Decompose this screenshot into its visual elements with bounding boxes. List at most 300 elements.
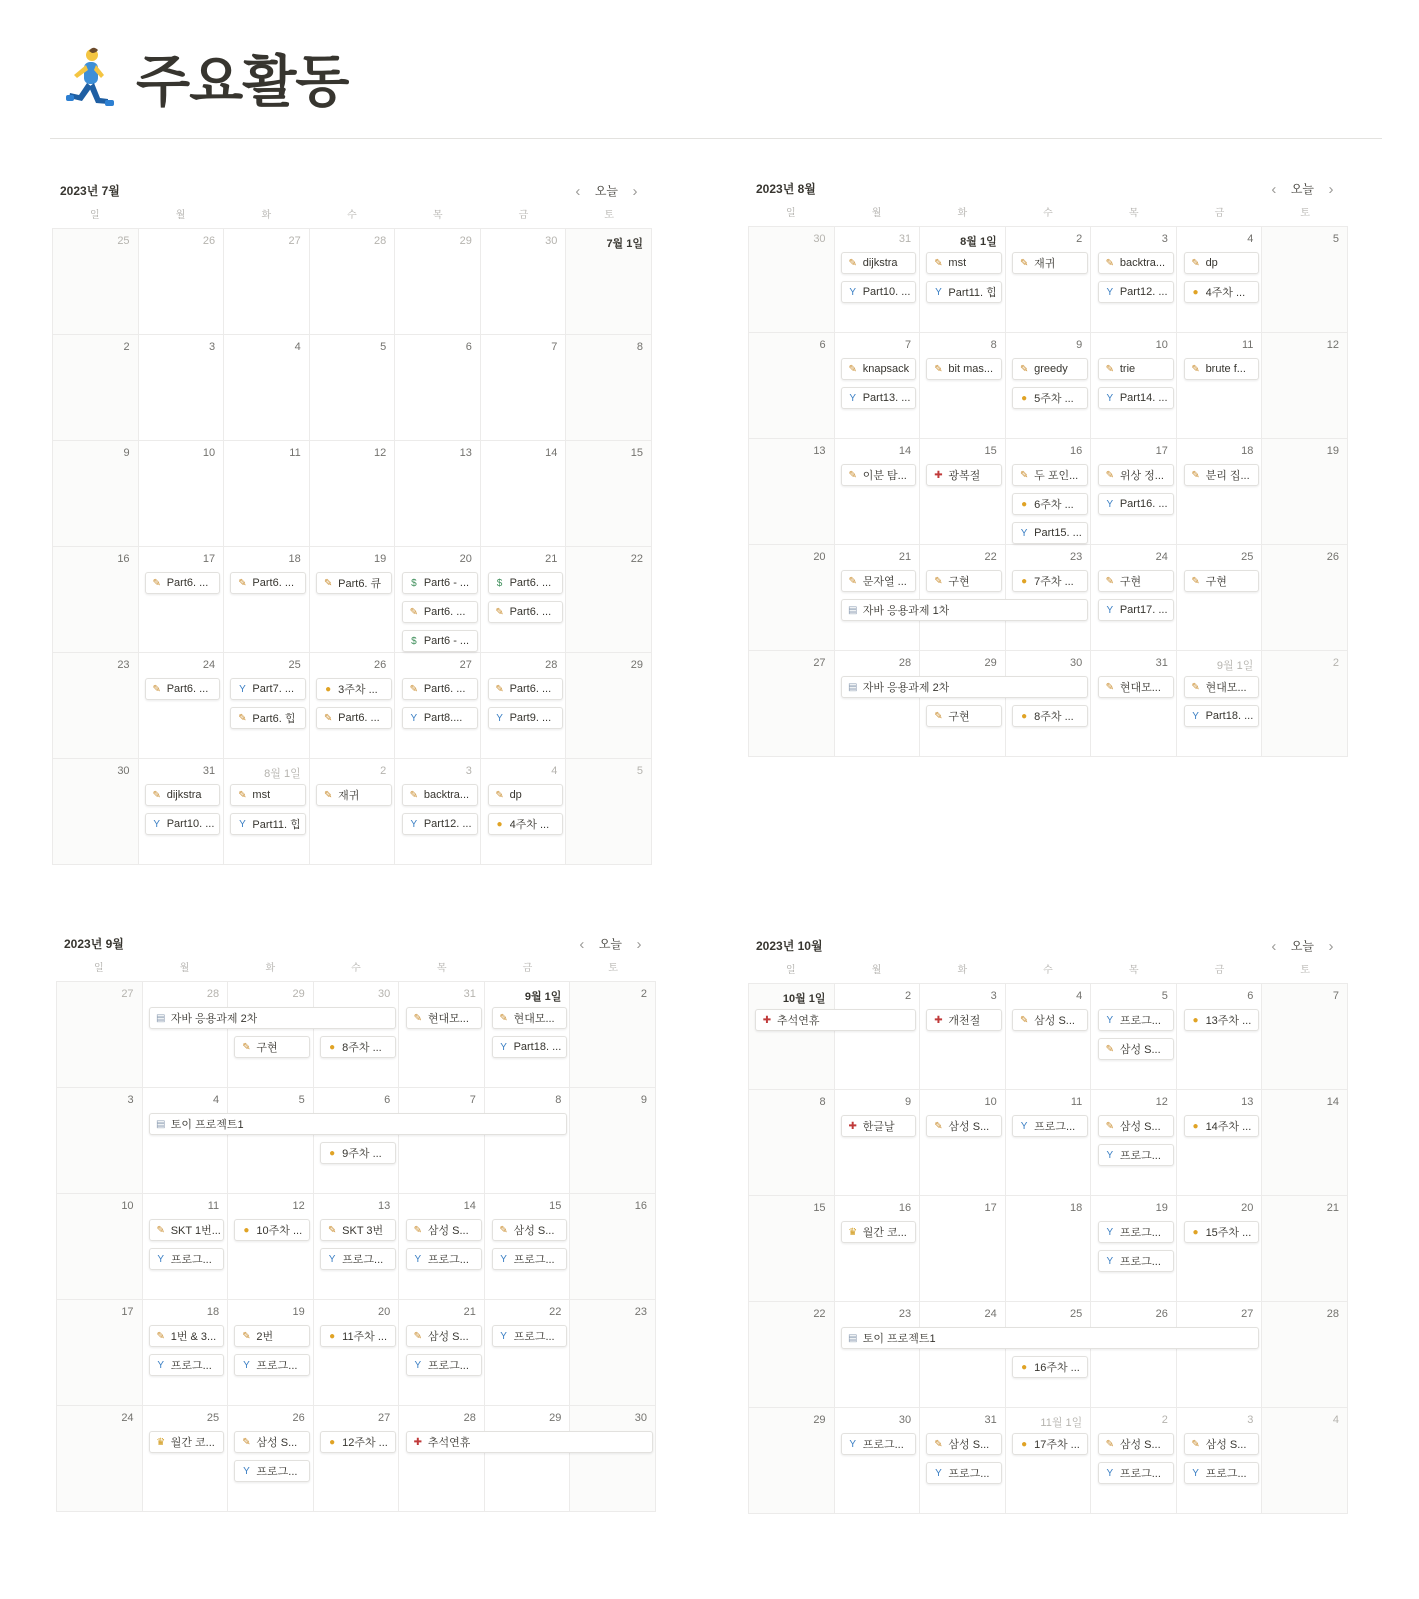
calendar-event[interactable]	[1098, 1250, 1174, 1272]
day-cell[interactable]	[228, 1088, 314, 1194]
calendar-event[interactable]	[234, 1325, 310, 1347]
day-cell[interactable]	[570, 982, 656, 1088]
prev-month-icon[interactable]: ‹	[575, 182, 581, 200]
calendar-event[interactable]	[926, 464, 1002, 486]
calendar-event[interactable]	[1184, 570, 1260, 592]
calendar-event[interactable]	[1098, 358, 1174, 380]
day-cell[interactable]	[1262, 1196, 1348, 1302]
calendar-event[interactable]	[1098, 281, 1174, 303]
day-cell[interactable]	[53, 653, 139, 759]
day-number: 3	[990, 990, 997, 1002]
day-cell[interactable]	[310, 335, 396, 441]
day-cell[interactable]	[749, 1408, 835, 1514]
calendar-event[interactable]	[926, 358, 1002, 380]
calendar-event[interactable]	[1098, 1462, 1174, 1484]
day-cell[interactable]	[566, 653, 652, 759]
calendar-event[interactable]	[406, 1248, 482, 1270]
day-cell[interactable]	[1262, 1408, 1348, 1514]
calendar-event[interactable]	[1184, 464, 1260, 486]
calendar-event[interactable]	[841, 599, 1088, 621]
day-cell[interactable]	[53, 229, 139, 335]
day-cell[interactable]	[310, 759, 396, 865]
day-cell[interactable]	[314, 1300, 400, 1406]
day-cell[interactable]	[1006, 1196, 1092, 1302]
day-cell[interactable]	[1262, 651, 1348, 757]
day-cell[interactable]	[749, 651, 835, 757]
calendar-event[interactable]	[1012, 1115, 1088, 1137]
day-cell[interactable]	[835, 651, 921, 757]
calendar-event[interactable]	[406, 1007, 482, 1029]
calendar-event[interactable]	[492, 1219, 568, 1241]
day-cell[interactable]	[835, 439, 921, 545]
event-title: 자바 응용과제 1차	[862, 605, 950, 617]
calendar-event[interactable]	[316, 572, 392, 594]
day-number: 9월 1일	[524, 991, 562, 1003]
day-cell[interactable]	[835, 1408, 921, 1514]
day-cell[interactable]	[749, 333, 835, 439]
day-cell[interactable]	[1177, 1090, 1263, 1196]
calendar-event[interactable]	[1012, 358, 1088, 380]
today-button[interactable]: 오늘	[1290, 182, 1314, 196]
calendar-event[interactable]	[488, 601, 564, 623]
calendar-event[interactable]	[926, 1462, 1002, 1484]
calendar-event[interactable]	[230, 784, 306, 806]
calendar-event[interactable]	[1012, 387, 1088, 409]
calendar-event[interactable]	[1012, 1009, 1088, 1031]
pencil-icon: ✎	[409, 683, 419, 695]
event-title: Part17. ...	[1119, 604, 1168, 616]
day-cell[interactable]	[1262, 227, 1348, 333]
calendar-event[interactable]	[1098, 1144, 1174, 1166]
day-cell[interactable]	[399, 1194, 485, 1300]
day-cell[interactable]	[920, 1090, 1006, 1196]
day-cell[interactable]	[224, 653, 310, 759]
calendar-event[interactable]	[149, 1431, 225, 1453]
day-cell[interactable]	[920, 227, 1006, 333]
calendar-event[interactable]	[1012, 464, 1088, 486]
day-cell[interactable]	[920, 651, 1006, 757]
day-cell[interactable]	[1006, 1408, 1092, 1514]
calendar-event[interactable]	[1098, 1038, 1174, 1060]
event-title: Part6. ...	[423, 683, 466, 695]
calendar-event[interactable]	[149, 1219, 225, 1241]
calendar-event[interactable]	[316, 784, 392, 806]
day-cell[interactable]	[1091, 1196, 1177, 1302]
day-cell[interactable]	[228, 1406, 314, 1512]
day-cell[interactable]	[1006, 1302, 1092, 1408]
calendar-event[interactable]	[402, 707, 478, 729]
calendar-event[interactable]	[149, 1248, 225, 1270]
calendar-event[interactable]	[492, 1036, 568, 1058]
day-cell[interactable]	[749, 545, 835, 651]
day-cell[interactable]	[920, 1196, 1006, 1302]
day-cell[interactable]	[139, 653, 225, 759]
day-cell[interactable]	[314, 1088, 400, 1194]
day-cell[interactable]	[920, 439, 1006, 545]
day-cell[interactable]	[570, 1088, 656, 1194]
calendar-event[interactable]	[230, 678, 306, 700]
calendar-event[interactable]	[1098, 1009, 1174, 1031]
calendar-event[interactable]	[230, 572, 306, 594]
day-cell[interactable]	[1091, 1302, 1177, 1408]
day-cell[interactable]	[485, 1406, 571, 1512]
day-cell[interactable]	[399, 982, 485, 1088]
calendar-event[interactable]	[149, 1113, 568, 1135]
day-cell[interactable]	[228, 1194, 314, 1300]
day-cell[interactable]	[53, 759, 139, 865]
day-cell[interactable]	[310, 441, 396, 547]
prev-month-icon[interactable]: ‹	[1271, 937, 1277, 955]
event-title: mst	[252, 789, 271, 801]
calendar-event[interactable]	[145, 813, 221, 835]
day-cell[interactable]	[835, 1196, 921, 1302]
day-cell[interactable]	[1006, 1090, 1092, 1196]
day-cell[interactable]	[749, 1302, 835, 1408]
day-cell[interactable]	[224, 547, 310, 653]
calendar-week-row	[749, 984, 1348, 1090]
today-button[interactable]: 오늘	[594, 184, 618, 198]
calendar-event[interactable]	[320, 1325, 396, 1347]
calendar-event[interactable]	[1098, 1221, 1174, 1243]
calendar-grid	[748, 983, 1348, 1514]
day-cell[interactable]	[53, 441, 139, 547]
calendar-event[interactable]	[402, 601, 478, 623]
calendar-event[interactable]	[320, 1431, 396, 1453]
day-cell[interactable]	[228, 982, 314, 1088]
day-cell[interactable]	[1177, 333, 1263, 439]
day-cell[interactable]	[228, 1300, 314, 1406]
calendar-event[interactable]	[1184, 1009, 1260, 1031]
calendar-event[interactable]	[234, 1431, 310, 1453]
calendar-event[interactable]	[402, 784, 478, 806]
day-cell[interactable]	[310, 229, 396, 335]
day-cell[interactable]	[485, 982, 571, 1088]
calendar-event[interactable]	[402, 572, 478, 594]
calendar-event[interactable]	[1184, 1433, 1260, 1455]
day-cell[interactable]	[1262, 1090, 1348, 1196]
calendar-event[interactable]	[1184, 281, 1260, 303]
day-cell[interactable]	[1177, 1196, 1263, 1302]
day-cell[interactable]	[835, 1090, 921, 1196]
calendar-event[interactable]	[841, 1327, 1260, 1349]
calendar-event[interactable]	[926, 705, 1002, 727]
day-cell[interactable]	[835, 984, 921, 1090]
calendar-event[interactable]	[316, 707, 392, 729]
calendar-event[interactable]	[1184, 1221, 1260, 1243]
calendar-event[interactable]	[1012, 522, 1088, 544]
day-cell[interactable]	[224, 441, 310, 547]
calendar-event[interactable]	[492, 1325, 568, 1347]
calendar-event[interactable]	[406, 1431, 653, 1453]
day-cell[interactable]	[481, 547, 567, 653]
day-cell[interactable]	[395, 759, 481, 865]
calendar-event[interactable]	[926, 1115, 1002, 1137]
calendar-event[interactable]	[488, 572, 564, 594]
day-cell[interactable]	[224, 335, 310, 441]
calendar-event[interactable]	[149, 1325, 225, 1347]
calendar-event[interactable]	[234, 1036, 310, 1058]
day-cell[interactable]	[920, 333, 1006, 439]
day-cell[interactable]	[314, 982, 400, 1088]
calendar-event[interactable]	[402, 813, 478, 835]
today-button[interactable]: 오늘	[598, 937, 622, 951]
calendar-event[interactable]	[1012, 1433, 1088, 1455]
day-cell[interactable]	[1177, 1302, 1263, 1408]
day-cell[interactable]	[310, 547, 396, 653]
day-cell[interactable]	[53, 547, 139, 653]
day-cell[interactable]	[1262, 1302, 1348, 1408]
day-cell[interactable]	[314, 1406, 400, 1512]
calendar-event[interactable]	[1012, 493, 1088, 515]
day-cell[interactable]	[314, 1194, 400, 1300]
day-cell[interactable]	[749, 439, 835, 545]
calendar-event[interactable]	[1012, 1356, 1088, 1378]
calendar-event[interactable]	[926, 281, 1002, 303]
calendar-event[interactable]	[230, 707, 306, 729]
calendar-event[interactable]	[926, 252, 1002, 274]
calendar-event[interactable]	[320, 1219, 396, 1241]
calendar-event[interactable]	[488, 678, 564, 700]
calendar-event[interactable]	[488, 813, 564, 835]
day-cell[interactable]	[920, 1302, 1006, 1408]
day-cell[interactable]	[395, 229, 481, 335]
day-cell[interactable]	[1177, 227, 1263, 333]
day-cell[interactable]	[1006, 651, 1092, 757]
calendar-event[interactable]	[1184, 358, 1260, 380]
day-cell[interactable]	[57, 1406, 143, 1512]
day-cell[interactable]	[749, 984, 835, 1090]
calendar-event[interactable]	[488, 707, 564, 729]
day-cell[interactable]	[1177, 984, 1263, 1090]
day-cell[interactable]	[139, 547, 225, 653]
day-cell[interactable]	[139, 759, 225, 865]
calendar-week-row	[749, 1196, 1348, 1302]
prev-month-icon[interactable]: ‹	[1271, 180, 1277, 198]
calendar-event[interactable]	[1098, 387, 1174, 409]
calendar-event[interactable]	[841, 252, 917, 274]
calendar-event[interactable]	[145, 784, 221, 806]
calendar-event[interactable]	[1184, 252, 1260, 274]
day-cell[interactable]	[1091, 439, 1177, 545]
day-cell[interactable]	[481, 441, 567, 547]
calendar-event[interactable]	[1184, 1462, 1260, 1484]
day-cell[interactable]	[1006, 333, 1092, 439]
day-cell[interactable]	[1262, 545, 1348, 651]
day-cell[interactable]	[53, 335, 139, 441]
next-month-icon[interactable]: ›	[1328, 180, 1334, 198]
calendar-event[interactable]	[316, 678, 392, 700]
calendar-event[interactable]	[1098, 493, 1174, 515]
day-cell[interactable]	[749, 1196, 835, 1302]
day-cell[interactable]	[1177, 545, 1263, 651]
calendar-week-row	[57, 982, 656, 1088]
day-cell[interactable]	[1091, 984, 1177, 1090]
calendar-event[interactable]	[1098, 464, 1174, 486]
calendar-event[interactable]	[1012, 570, 1088, 592]
event-title: 삼성 S...	[1119, 1439, 1161, 1451]
day-cell[interactable]	[1091, 1090, 1177, 1196]
next-month-icon[interactable]: ›	[636, 935, 642, 953]
day-cell[interactable]	[835, 1302, 921, 1408]
calendar-event[interactable]	[1012, 252, 1088, 274]
day-number: 3	[127, 1094, 134, 1106]
day-cell[interactable]	[485, 1088, 571, 1194]
day-cell[interactable]	[57, 1300, 143, 1406]
day-cell[interactable]	[1262, 984, 1348, 1090]
event-title: 프로그...	[513, 1331, 555, 1343]
note-icon: ▤	[847, 681, 858, 693]
day-cell[interactable]	[224, 759, 310, 865]
calendar-event[interactable]	[1184, 676, 1260, 698]
calendar-event[interactable]	[492, 1007, 568, 1029]
day-cell[interactable]	[143, 1300, 229, 1406]
calendar-event[interactable]	[1098, 599, 1174, 621]
calendar-event[interactable]	[406, 1325, 482, 1347]
calendar-event[interactable]	[149, 1354, 225, 1376]
note-icon: ▤	[155, 1012, 166, 1024]
day-cell[interactable]	[1091, 333, 1177, 439]
day-cell[interactable]	[481, 653, 567, 759]
day-cell[interactable]	[920, 545, 1006, 651]
calendar-event[interactable]	[841, 387, 917, 409]
day-cell[interactable]	[1177, 439, 1263, 545]
day-cell[interactable]	[1091, 227, 1177, 333]
calendar-event[interactable]	[1184, 1115, 1260, 1137]
day-cell[interactable]	[224, 229, 310, 335]
calendar-event[interactable]	[320, 1248, 396, 1270]
day-cell[interactable]	[749, 227, 835, 333]
day-cell[interactable]	[566, 759, 652, 865]
calendar-event[interactable]	[1098, 1115, 1174, 1137]
day-cell[interactable]	[481, 335, 567, 441]
day-cell[interactable]	[835, 227, 921, 333]
day-cell[interactable]	[1006, 545, 1092, 651]
day-cell[interactable]	[57, 1088, 143, 1194]
day-cell[interactable]	[1006, 984, 1092, 1090]
calendar-event[interactable]	[149, 1007, 396, 1029]
day-cell[interactable]	[481, 759, 567, 865]
calendar-event[interactable]	[841, 1221, 917, 1243]
day-cell[interactable]	[920, 984, 1006, 1090]
day-cell[interactable]	[143, 1194, 229, 1300]
calendar-event[interactable]	[320, 1142, 396, 1164]
calendar-event[interactable]	[145, 572, 221, 594]
calendar-event[interactable]	[841, 570, 917, 592]
day-cell[interactable]	[1177, 1408, 1263, 1514]
day-cell[interactable]	[570, 1194, 656, 1300]
calendar-event[interactable]	[841, 281, 917, 303]
next-month-icon[interactable]: ›	[632, 182, 638, 200]
day-cell[interactable]	[395, 335, 481, 441]
calendar-event[interactable]	[1184, 705, 1260, 727]
day-cell[interactable]	[570, 1406, 656, 1512]
day-cell[interactable]	[1262, 333, 1348, 439]
day-cell[interactable]	[143, 1406, 229, 1512]
calendar-event[interactable]	[1012, 705, 1088, 727]
day-cell[interactable]	[139, 335, 225, 441]
calendar-event[interactable]	[234, 1219, 310, 1241]
day-cell[interactable]	[835, 333, 921, 439]
day-cell[interactable]	[566, 441, 652, 547]
day-number: 30	[813, 233, 826, 245]
calendar-event[interactable]	[1098, 1433, 1174, 1455]
day-cell[interactable]	[566, 335, 652, 441]
day-cell[interactable]	[395, 653, 481, 759]
calendar-week-row	[53, 653, 652, 759]
calendar-event[interactable]	[755, 1009, 916, 1031]
calendar-event[interactable]	[1098, 570, 1174, 592]
calendar-event[interactable]	[234, 1354, 310, 1376]
day-cell[interactable]	[57, 1194, 143, 1300]
calendar-event[interactable]	[1098, 252, 1174, 274]
calendar-event[interactable]	[488, 784, 564, 806]
calendar-event[interactable]	[841, 1115, 917, 1137]
day-cell[interactable]	[310, 653, 396, 759]
calendar-event[interactable]	[234, 1460, 310, 1482]
calendar-event[interactable]	[402, 678, 478, 700]
day-cell[interactable]	[143, 982, 229, 1088]
today-button[interactable]: 오늘	[1290, 939, 1314, 953]
day-cell[interactable]	[835, 545, 921, 651]
day-cell[interactable]	[399, 1088, 485, 1194]
day-cell[interactable]	[566, 229, 652, 335]
day-cell[interactable]	[395, 441, 481, 547]
day-cell[interactable]	[139, 229, 225, 335]
pencil-icon: ✎	[409, 606, 419, 618]
day-cell[interactable]	[749, 1090, 835, 1196]
day-number: 22	[813, 1308, 826, 1320]
calendar-event[interactable]	[492, 1248, 568, 1270]
calendar-event[interactable]	[1098, 676, 1174, 698]
day-cell[interactable]	[139, 441, 225, 547]
day-cell[interactable]	[485, 1194, 571, 1300]
day-cell[interactable]	[1091, 651, 1177, 757]
calendar-event[interactable]	[402, 630, 478, 652]
calendar-event[interactable]	[145, 678, 221, 700]
calendar-event[interactable]	[841, 676, 1088, 698]
day-cell[interactable]	[1262, 439, 1348, 545]
day-cell[interactable]	[485, 1300, 571, 1406]
calendar-event[interactable]	[926, 1433, 1002, 1455]
calendar-event[interactable]	[841, 1433, 917, 1455]
prev-month-icon[interactable]: ‹	[579, 935, 585, 953]
day-number: 6	[384, 1094, 391, 1106]
calendar-event[interactable]	[406, 1354, 482, 1376]
calendar-event[interactable]	[230, 813, 306, 835]
calendar-event[interactable]	[841, 464, 917, 486]
day-cell[interactable]	[566, 547, 652, 653]
day-cell[interactable]	[481, 229, 567, 335]
day-cell[interactable]	[399, 1406, 485, 1512]
calendar-event[interactable]	[926, 570, 1002, 592]
day-cell[interactable]	[399, 1300, 485, 1406]
hanger-icon: Y	[849, 286, 857, 298]
day-cell[interactable]	[1091, 1408, 1177, 1514]
event-title: 7주차 ...	[1034, 576, 1074, 588]
day-cell[interactable]	[1177, 651, 1263, 757]
calendar-event[interactable]	[926, 1009, 1002, 1031]
calendar-event[interactable]	[841, 358, 917, 380]
next-month-icon[interactable]: ›	[1328, 937, 1334, 955]
calendar-event[interactable]	[406, 1219, 482, 1241]
day-cell[interactable]	[57, 982, 143, 1088]
day-cell[interactable]	[1006, 227, 1092, 333]
day-cell[interactable]	[1091, 545, 1177, 651]
day-cell[interactable]	[143, 1088, 229, 1194]
calendar-event[interactable]	[320, 1036, 396, 1058]
day-cell[interactable]	[920, 1408, 1006, 1514]
day-cell[interactable]	[570, 1300, 656, 1406]
